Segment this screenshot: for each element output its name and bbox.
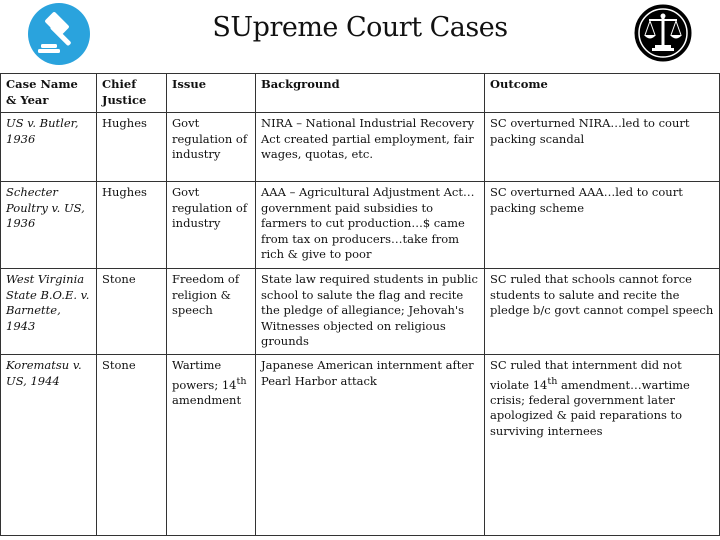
background-cell: Japanese American internment after Pearl Harbor attack — [256, 355, 485, 536]
case-name-cell: Korematsu v. US, 1944 — [1, 355, 97, 536]
table-row — [1, 355, 720, 536]
scales-of-justice-icon — [632, 2, 694, 64]
ordinal-suffix: th — [547, 375, 558, 387]
column-header-issue: Issue — [167, 74, 256, 113]
outcome-cell — [485, 355, 720, 536]
issue-cell — [167, 355, 256, 536]
background-cell: NIRA – National Industrial Recovery Act created partial employment, fair wages, quotas, etc. — [256, 113, 485, 182]
issue-cell: Freedom of religion & speech — [167, 269, 256, 355]
table-row — [1, 113, 720, 182]
column-header-case-name: Case Name & Year — [1, 74, 97, 113]
column-header-chief-justice: Chief Justice — [97, 74, 167, 113]
page-title: SUpreme Court Cases — [212, 12, 508, 43]
chief-justice-cell: Hughes — [97, 182, 167, 269]
table-header-row — [1, 74, 720, 113]
table-row — [1, 182, 720, 269]
case-name-cell: Schecter Poultry v. US, 1936 — [1, 182, 97, 269]
issue-text-before: Wartime powers; 14 — [172, 358, 237, 392]
outcome-cell: SC overturned AAA…led to court packing scheme — [485, 182, 720, 269]
outcome-text-before: SC ruled that internment did not violate 14 — [490, 358, 682, 392]
case-name-cell: West Virginia State B.O.E. v. Barnette, 1943 — [1, 269, 97, 355]
case-name-cell: US v. Butler, 1936 — [1, 113, 97, 182]
background-cell: AAA – Agricultural Adjustment Act…government paid subsidies to farmers to cut production…$ came from tax on producers…take from rich & give to poor — [256, 182, 485, 269]
issue-cell: Govt regulation of industry — [167, 113, 256, 182]
column-header-outcome: Outcome — [485, 74, 720, 113]
cases-table — [0, 73, 720, 536]
chief-justice-cell: Stone — [97, 355, 167, 536]
outcome-text-after: amendment…wartime crisis; federal government later apologized & paid reparations to surviving internees — [490, 377, 690, 438]
issue-text-after: amendment — [172, 392, 242, 407]
table-row — [1, 269, 720, 355]
outcome-cell: SC ruled that schools cannot force students to salute and recite the pledge b/c govt cannot compel speech — [485, 269, 720, 355]
issue-cell: Govt regulation of industry — [167, 182, 256, 269]
chief-justice-cell: Hughes — [97, 113, 167, 182]
ordinal-suffix: th — [236, 375, 247, 387]
background-cell: State law required students in public school to salute the flag and recite the pledge of allegiance; Jehovah's Witnesses objected on religious grounds — [256, 269, 485, 355]
outcome-cell: SC overturned NIRA…led to court packing scandal — [485, 113, 720, 182]
chief-justice-cell: Stone — [97, 269, 167, 355]
column-header-background: Background — [256, 74, 485, 113]
